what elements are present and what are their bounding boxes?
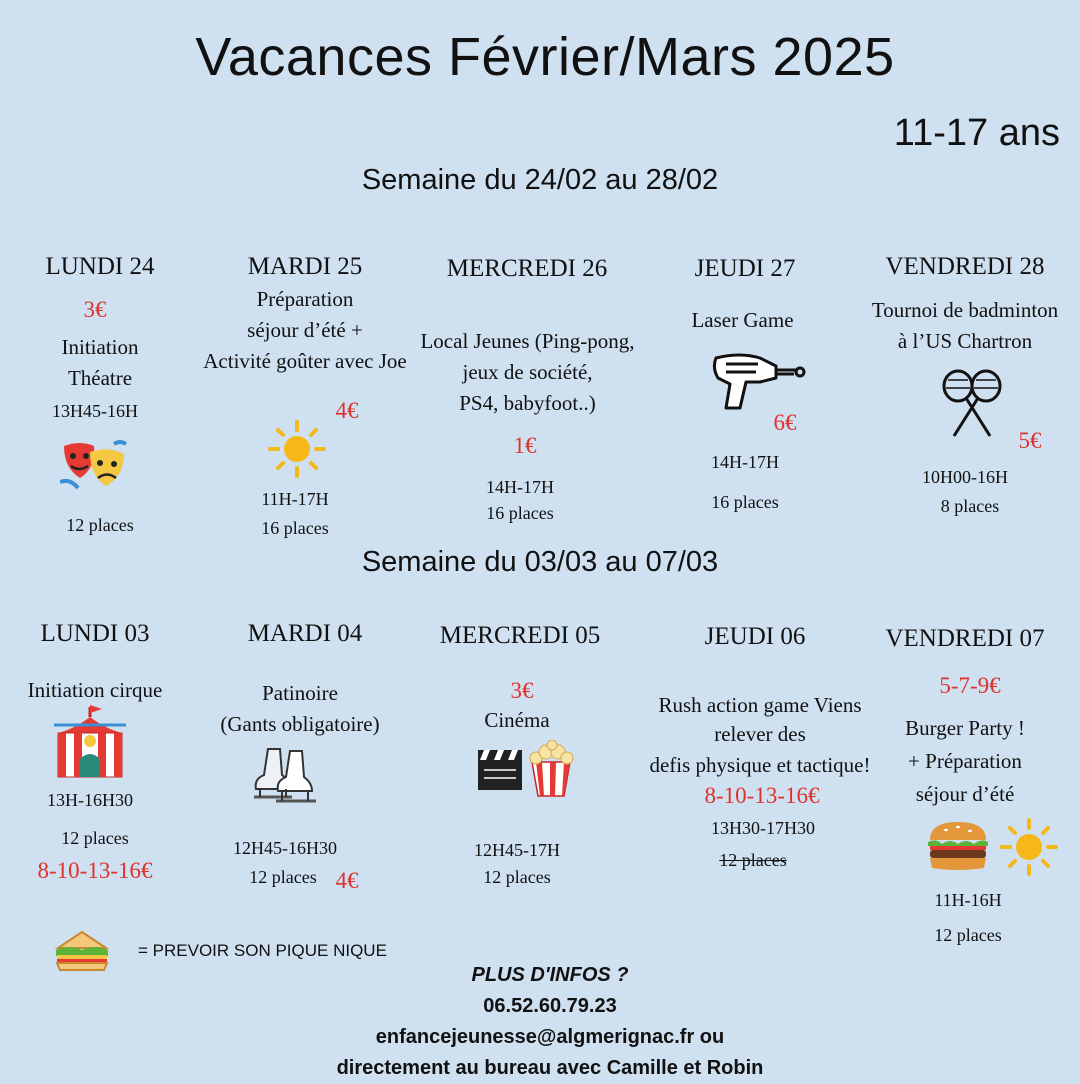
- activity: [185, 284, 425, 377]
- activity-line: Local Jeunes (Ping-pong,: [420, 329, 635, 353]
- contact-info: [240, 960, 860, 1084]
- activity: [20, 332, 180, 394]
- email-line[interactable]: enfancejeunesse@algmerignac.fr ou: [375, 1026, 725, 1048]
- places: 12 places: [934, 925, 1002, 945]
- legend-text: = PREVOIR SON PIQUE NIQUE: [138, 941, 387, 960]
- activity: [880, 712, 1050, 811]
- price: 6€: [773, 410, 797, 435]
- places: 16 places: [261, 518, 329, 538]
- laser-gun-icon: [710, 350, 806, 414]
- time: 14H-17H: [711, 452, 779, 472]
- price: 3€: [83, 297, 107, 322]
- activity-line: Patinoire: [262, 681, 338, 705]
- activity-line: Tournoi de badminton: [871, 298, 1059, 322]
- time: 12H45-17H: [474, 840, 560, 860]
- info-heading: PLUS D'INFOS ?: [471, 964, 629, 986]
- places: 12 places: [483, 867, 551, 887]
- places: 12 places: [249, 867, 317, 887]
- theater-masks-icon: [60, 438, 130, 494]
- time: 11H-16H: [934, 890, 1002, 910]
- time: 12H45-16H30: [233, 838, 337, 858]
- phone-number[interactable]: 06.52.60.79.23: [483, 995, 617, 1017]
- time: 14H-17H: [486, 477, 554, 497]
- week1-label: Semaine du 24/02 au 28/02: [361, 164, 719, 196]
- activity-line: relever des: [714, 722, 806, 746]
- price: 4€: [335, 868, 359, 893]
- activity-line: defis physique et tactique!: [649, 753, 871, 777]
- time: 13H-16H30: [47, 790, 133, 810]
- activity-line: à l’US Chartron: [897, 329, 1033, 353]
- activity: [5, 675, 185, 706]
- activity-line: Préparation: [256, 287, 354, 311]
- activity: [195, 678, 405, 740]
- activity-line: PS4, babyfoot..): [459, 391, 596, 415]
- office-line: directement au bureau avec Camille et Robin: [336, 1057, 764, 1079]
- time: 13H45-16H: [52, 401, 138, 421]
- activity: [845, 295, 1080, 357]
- day-header: JEUDI 27: [694, 255, 796, 282]
- circus-tent-icon: [52, 703, 128, 779]
- day-header: MARDI 04: [247, 620, 363, 647]
- activity-line: Burger Party !: [905, 716, 1025, 740]
- activity-line: Rush action game Viens: [658, 693, 862, 717]
- price: 4€: [335, 398, 359, 423]
- activity: [400, 326, 655, 419]
- day-header: VENDREDI 07: [885, 625, 1045, 652]
- activity-line: + Préparation: [908, 749, 1022, 773]
- day-header: JEUDI 06: [704, 623, 806, 650]
- week2-label: Semaine du 03/03 au 07/03: [361, 546, 719, 578]
- activity-line: (Gants obligatoire): [220, 712, 380, 736]
- activity: [620, 691, 900, 780]
- activity-line: Théatre: [67, 366, 133, 390]
- sandwich-icon: [54, 928, 110, 974]
- activity-line: Activité goûter avec Joe: [203, 349, 407, 373]
- places: 12 places: [66, 515, 134, 535]
- activity-line: jeux de société,: [462, 360, 593, 384]
- time: 11H-17H: [261, 489, 329, 509]
- page-title: Vacances Février/Mars 2025: [195, 27, 895, 87]
- day-header: MARDI 25: [247, 253, 363, 280]
- places: 16 places: [486, 503, 554, 523]
- activity-line: Cinéma: [484, 708, 550, 732]
- day-header: VENDREDI 28: [885, 253, 1045, 280]
- activity-line: Initiation: [61, 335, 139, 359]
- sun-icon: [1000, 818, 1058, 876]
- clapperboard-icon: [476, 740, 576, 798]
- price: 3€: [510, 678, 534, 703]
- places: 8 places: [940, 496, 1000, 516]
- time: 10H00-16H: [922, 467, 1008, 487]
- places: 12 places: [719, 850, 787, 870]
- activity-line: séjour d’été: [915, 782, 1015, 806]
- ice-skates-icon: [250, 745, 324, 809]
- price: 8-10-13-16€: [704, 783, 820, 808]
- time: 13H30-17H30: [711, 818, 815, 838]
- activity: [437, 705, 597, 736]
- day-header: MERCREDI 05: [439, 622, 601, 649]
- price: 5-7-9€: [939, 673, 1001, 698]
- burger-icon: [926, 820, 990, 872]
- activity-line: séjour d’été +: [247, 318, 363, 342]
- price: 8-10-13-16€: [37, 858, 153, 883]
- places: 12 places: [61, 828, 129, 848]
- day-header: MERCREDI 26: [446, 255, 608, 282]
- activity-line: Initiation cirque: [27, 678, 163, 702]
- price: 1€: [513, 433, 537, 458]
- sun-icon: [268, 420, 326, 478]
- places: 16 places: [711, 492, 779, 512]
- day-header: LUNDI 24: [45, 253, 155, 280]
- activity: [660, 305, 825, 336]
- price: 5€: [1018, 428, 1042, 453]
- day-header: LUNDI 03: [40, 620, 150, 647]
- activity-line: Laser Game: [691, 308, 794, 332]
- age-range: 11-17 ans: [893, 112, 1060, 154]
